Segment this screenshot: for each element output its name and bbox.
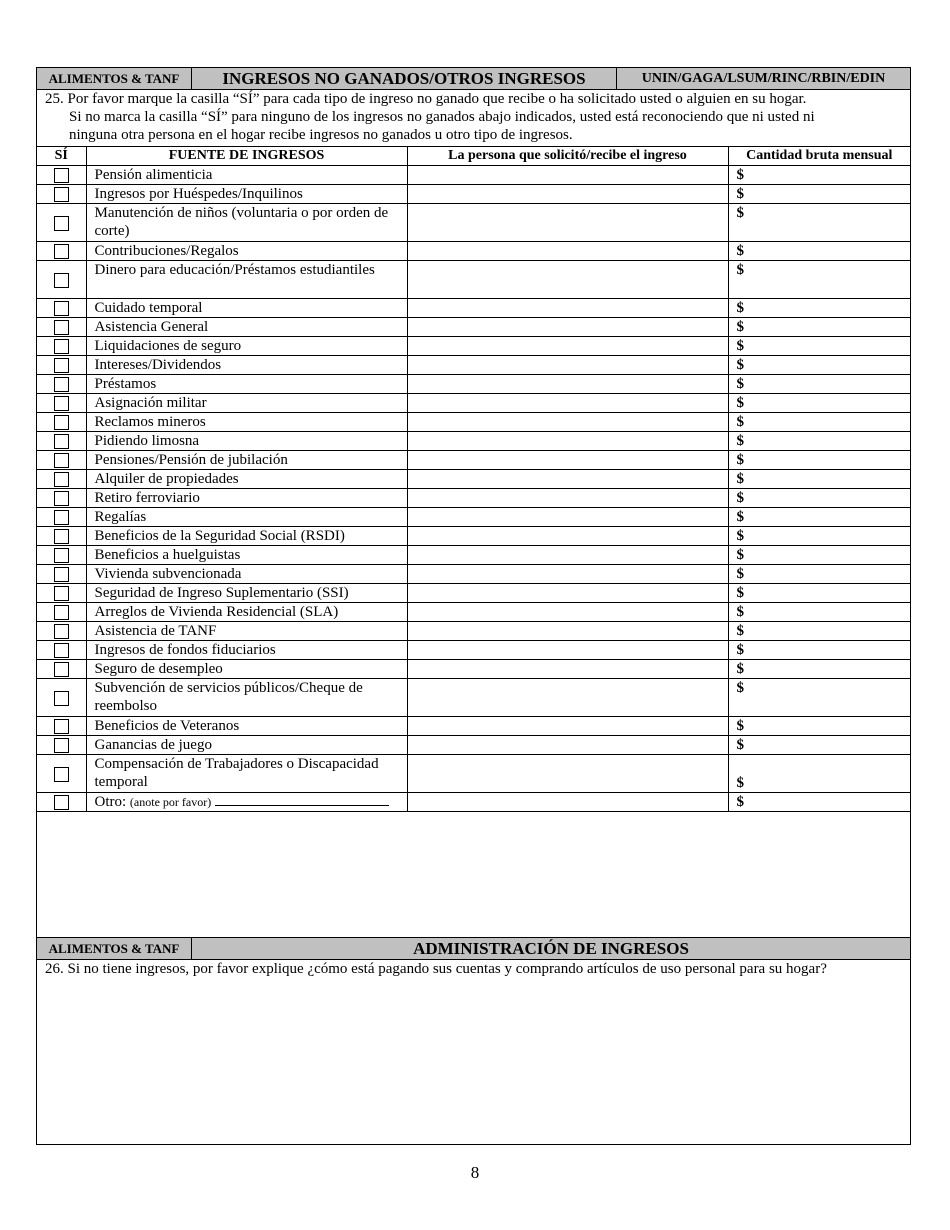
income-source: Intereses/Dividendos (86, 356, 407, 375)
yes-checkbox-cell (37, 337, 86, 356)
table-row (37, 299, 910, 318)
person-field[interactable] (407, 736, 728, 755)
amount-field[interactable]: $ (728, 622, 910, 641)
table-row (37, 508, 910, 527)
income-source: Liquidaciones de seguro (86, 337, 407, 356)
income-source: Vivienda subvencionada (86, 565, 407, 584)
amount-field[interactable]: $ (728, 717, 910, 736)
form-page (36, 67, 911, 1145)
income-source: Cuidado temporal (86, 299, 407, 318)
yes-checkbox-cell (37, 318, 86, 337)
income-table (37, 146, 910, 812)
income-source: Subvención de servicios públicos/Cheque de reembolso (86, 679, 407, 717)
yes-checkbox[interactable] (54, 624, 69, 639)
yes-checkbox-cell (37, 660, 86, 679)
yes-checkbox-cell (37, 622, 86, 641)
person-field[interactable] (407, 470, 728, 489)
amount-field[interactable]: $ (728, 356, 910, 375)
yes-checkbox[interactable] (54, 510, 69, 525)
person-field[interactable] (407, 261, 728, 299)
income-source: Ingresos de fondos fiduciarios (86, 641, 407, 660)
table-row (37, 375, 910, 394)
person-field[interactable] (407, 622, 728, 641)
program-label: ALIMENTOS & TANF (37, 68, 192, 89)
yes-checkbox-cell (37, 679, 86, 717)
person-field[interactable] (407, 489, 728, 508)
amount-field[interactable]: $ (728, 679, 910, 717)
amount-field[interactable]: $ (728, 793, 910, 812)
income-source: Beneficios a huelguistas (86, 546, 407, 565)
amount-field[interactable]: $ (728, 394, 910, 413)
table-row (37, 660, 910, 679)
yes-checkbox[interactable] (54, 320, 69, 335)
yes-checkbox-cell (37, 584, 86, 603)
table-row (37, 204, 910, 242)
yes-checkbox[interactable] (54, 491, 69, 506)
table-row (37, 717, 910, 736)
income-source: Alquiler de propiedades (86, 470, 407, 489)
table-row (37, 356, 910, 375)
section-header-income-management (37, 937, 910, 960)
yes-checkbox[interactable] (54, 472, 69, 487)
yes-checkbox[interactable] (54, 216, 69, 231)
amount-field[interactable]: $ (728, 489, 910, 508)
yes-checkbox-cell (37, 299, 86, 318)
amount-field[interactable]: $ (728, 451, 910, 470)
income-source: Pensiones/Pensión de jubilación (86, 451, 407, 470)
person-field[interactable] (407, 679, 728, 717)
yes-checkbox[interactable] (54, 767, 69, 782)
income-rows (37, 166, 910, 812)
table-row (37, 185, 910, 204)
other-label: Otro: (94, 794, 127, 810)
income-source: Reclamos mineros (86, 413, 407, 432)
table-row (37, 584, 910, 603)
table-header-row (37, 147, 910, 166)
amount-field[interactable]: $ (728, 413, 910, 432)
amount-field[interactable]: $ (728, 261, 910, 299)
yes-checkbox[interactable] (54, 662, 69, 677)
amount-field[interactable]: $ (728, 432, 910, 451)
table-row (37, 413, 910, 432)
amount-field[interactable]: $ (728, 527, 910, 546)
amount-field[interactable]: $ (728, 185, 910, 204)
yes-checkbox-cell (37, 166, 86, 185)
table-row (37, 489, 910, 508)
section-title: INGRESOS NO GANADOS/OTROS INGRESOS (192, 68, 617, 89)
person-field[interactable] (407, 204, 728, 242)
col-header-source: FUENTE DE INGRESOS (86, 147, 407, 166)
table-row (37, 451, 910, 470)
person-field[interactable] (407, 356, 728, 375)
yes-checkbox[interactable] (54, 567, 69, 582)
yes-checkbox-cell (37, 489, 86, 508)
yes-checkbox[interactable] (54, 795, 69, 810)
table-row (37, 166, 910, 185)
yes-checkbox-cell (37, 413, 86, 432)
yes-checkbox[interactable] (54, 738, 69, 753)
table-row (37, 755, 910, 793)
yes-checkbox-cell (37, 432, 86, 451)
table-row (37, 641, 910, 660)
yes-checkbox-cell (37, 451, 86, 470)
amount-field[interactable]: $ (728, 337, 910, 356)
yes-checkbox-cell (37, 755, 86, 793)
amount-field[interactable]: $ (728, 470, 910, 489)
yes-checkbox[interactable] (54, 244, 69, 259)
yes-checkbox[interactable] (54, 396, 69, 411)
yes-checkbox[interactable] (54, 339, 69, 354)
yes-checkbox[interactable] (54, 719, 69, 734)
income-source: Dinero para educación/Préstamos estudiantiles (86, 261, 407, 299)
income-source: Pensión alimenticia (86, 166, 407, 185)
person-field[interactable] (407, 394, 728, 413)
person-field[interactable] (407, 451, 728, 470)
yes-checkbox-cell (37, 204, 86, 242)
yes-checkbox[interactable] (54, 434, 69, 449)
person-field[interactable] (407, 755, 728, 793)
table-row (37, 242, 910, 261)
yes-checkbox[interactable] (54, 548, 69, 563)
person-field[interactable] (407, 565, 728, 584)
table-row (37, 470, 910, 489)
yes-checkbox-cell (37, 641, 86, 660)
person-field[interactable] (407, 166, 728, 185)
income-source: Arreglos de Vivienda Residencial (SLA) (86, 603, 407, 622)
income-source: Seguro de desempleo (86, 660, 407, 679)
amount-field[interactable]: $ (728, 299, 910, 318)
yes-checkbox[interactable] (54, 529, 69, 544)
person-field[interactable] (407, 641, 728, 660)
program-label-2: ALIMENTOS & TANF (37, 938, 192, 959)
question-25 (45, 90, 905, 144)
question-25-line2: Si no marca la casilla “SÍ” para ninguno de los ingresos no ganados abajo indicados, usted está reconociendo que ni usted ni (69, 109, 815, 125)
yes-checkbox-cell (37, 736, 86, 755)
question-25-line1: 25. Por favor marque la casilla “SÍ” para cada tipo de ingreso no ganado que recibe o ha solicitado usted o alguien en su hogar. (45, 91, 807, 107)
income-source-other (86, 793, 407, 812)
person-field[interactable] (407, 603, 728, 622)
person-field[interactable] (407, 318, 728, 337)
person-field[interactable] (407, 793, 728, 812)
col-header-person: La persona que solicitó/recibe el ingreso (407, 147, 728, 166)
yes-checkbox[interactable] (54, 301, 69, 316)
yes-checkbox[interactable] (54, 605, 69, 620)
amount-field[interactable]: $ (728, 755, 910, 793)
yes-checkbox-cell (37, 375, 86, 394)
question-26: 26. Si no tiene ingresos, por favor explique ¿cómo está pagando sus cuentas y comprando artículos de uso personal para su hogar? (45, 961, 827, 977)
col-header-yes: SÍ (37, 147, 86, 166)
amount-field[interactable]: $ (728, 736, 910, 755)
table-row (37, 318, 910, 337)
income-source: Pidiendo limosna (86, 432, 407, 451)
yes-checkbox[interactable] (54, 586, 69, 601)
yes-checkbox[interactable] (54, 273, 69, 288)
yes-checkbox[interactable] (54, 415, 69, 430)
income-source: Regalías (86, 508, 407, 527)
person-field[interactable] (407, 527, 728, 546)
table-row-other (37, 793, 910, 812)
table-row (37, 432, 910, 451)
amount-field[interactable]: $ (728, 166, 910, 185)
income-source: Asignación militar (86, 394, 407, 413)
yes-checkbox[interactable] (54, 377, 69, 392)
section-codes: UNIN/GAGA/LSUM/RINC/RBIN/EDIN (641, 70, 886, 86)
yes-checkbox[interactable] (54, 358, 69, 373)
income-source: Préstamos (86, 375, 407, 394)
col-header-amount: Cantidad bruta mensual (728, 147, 910, 166)
section-title-2: ADMINISTRACIÓN DE INGRESOS (413, 938, 689, 958)
income-source: Ingresos por Huéspedes/Inquilinos (86, 185, 407, 204)
yes-checkbox-cell (37, 603, 86, 622)
amount-field[interactable]: $ (728, 375, 910, 394)
yes-checkbox[interactable] (54, 187, 69, 202)
amount-field[interactable]: $ (728, 584, 910, 603)
person-field[interactable] (407, 242, 728, 261)
income-source: Ganancias de juego (86, 736, 407, 755)
amount-field[interactable]: $ (728, 546, 910, 565)
person-field[interactable] (407, 508, 728, 527)
person-field[interactable] (407, 546, 728, 565)
amount-field[interactable]: $ (728, 508, 910, 527)
income-source: Compensación de Trabajadores o Discapacidad temporal (86, 755, 407, 793)
amount-field[interactable]: $ (728, 641, 910, 660)
table-row (37, 394, 910, 413)
amount-field[interactable]: $ (728, 603, 910, 622)
person-field[interactable] (407, 299, 728, 318)
person-field[interactable] (407, 413, 728, 432)
yes-checkbox-cell (37, 470, 86, 489)
yes-checkbox-cell (37, 546, 86, 565)
table-row (37, 261, 910, 299)
income-source: Contribuciones/Regalos (86, 242, 407, 261)
yes-checkbox-cell (37, 717, 86, 736)
income-source: Retiro ferroviario (86, 489, 407, 508)
yes-checkbox-cell (37, 565, 86, 584)
table-row (37, 546, 910, 565)
income-source: Asistencia de TANF (86, 622, 407, 641)
page-number: 8 (470, 1163, 480, 1182)
table-row (37, 622, 910, 641)
person-field[interactable] (407, 660, 728, 679)
question-25-line3: ninguna otra persona en el hogar recibe ingresos no ganados u otro tipo de ingresos. (69, 127, 573, 143)
income-source: Beneficios de la Seguridad Social (RSDI) (86, 527, 407, 546)
yes-checkbox-cell (37, 242, 86, 261)
amount-field[interactable]: $ (728, 242, 910, 261)
yes-checkbox-cell (37, 185, 86, 204)
yes-checkbox[interactable] (54, 643, 69, 658)
table-row (37, 527, 910, 546)
income-source: Manutención de niños (voluntaria o por orden de corte) (86, 204, 407, 242)
yes-checkbox[interactable] (54, 168, 69, 183)
amount-field[interactable]: $ (728, 660, 910, 679)
yes-checkbox-cell (37, 356, 86, 375)
yes-checkbox-cell (37, 527, 86, 546)
table-row (37, 337, 910, 356)
other-note: (anote por favor) (129, 795, 212, 809)
yes-checkbox[interactable] (54, 453, 69, 468)
person-field[interactable] (407, 432, 728, 451)
amount-field[interactable]: $ (728, 565, 910, 584)
income-source: Asistencia General (86, 318, 407, 337)
yes-checkbox-cell (37, 793, 86, 812)
person-field[interactable] (407, 337, 728, 356)
income-source: Beneficios de Veteranos (86, 717, 407, 736)
yes-checkbox-cell (37, 261, 86, 299)
table-row (37, 603, 910, 622)
other-write-in-line[interactable] (215, 794, 389, 806)
person-field[interactable] (407, 375, 728, 394)
yes-checkbox-cell (37, 394, 86, 413)
income-source: Seguridad de Ingreso Suplementario (SSI) (86, 584, 407, 603)
table-row (37, 565, 910, 584)
yes-checkbox-cell (37, 508, 86, 527)
amount-field[interactable]: $ (728, 204, 910, 242)
person-field[interactable] (407, 717, 728, 736)
person-field[interactable] (407, 185, 728, 204)
person-field[interactable] (407, 584, 728, 603)
section-header-unearned-income (37, 68, 910, 90)
yes-checkbox[interactable] (54, 691, 69, 706)
table-row (37, 736, 910, 755)
table-row (37, 679, 910, 717)
amount-field[interactable]: $ (728, 318, 910, 337)
